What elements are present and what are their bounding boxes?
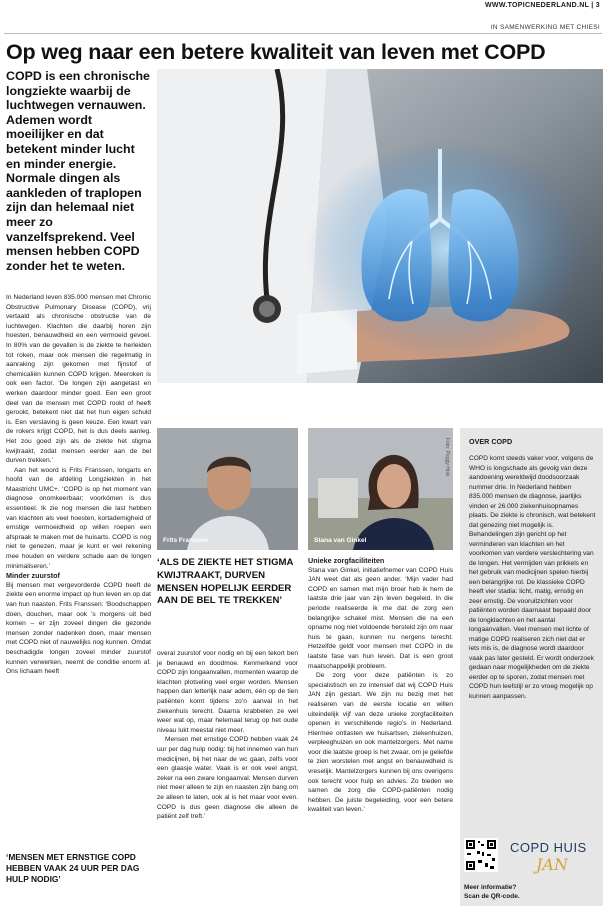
portrait-man bbox=[157, 428, 298, 550]
paragraph-stana: Stana van Ginkel, initiatiefnemer van COPD Huis JAN weet dat als geen ander. ‘Mijn vader had COPD en samen met mijn broer heb ik hem de laatste drie jaar van zijn leven begeleid. In die periode realiseerde ik me dat de zorg een belangrijke schakel mist. Mensen die na een opname nog niet voldoende hersteld zijn om naar huis te gaan, kunnen nu nergens terecht. Hetzelfde geldt voor mensen met COPD in de laatste fase van hun leven. Dat is een groot maatschappelijk probleem. bbox=[308, 566, 453, 670]
subheading-minder-zuurstof: Minder zuurstof bbox=[6, 571, 60, 581]
hero-image-lungs bbox=[157, 69, 603, 383]
pull-quote-stigma: ‘ALS DE ZIEKTE HET STIGMA KWIJTRAAKT, DURVEN MENSEN HOPELIJK EERDER AAN DE BEL TE TREKKEN’ bbox=[157, 557, 294, 607]
site-url: WWW.TOPICNEDERLAND.NL | 3 bbox=[485, 2, 600, 9]
article-headline: Op weg naar een betere kwaliteit van leven met COPD bbox=[6, 40, 546, 64]
qr-code[interactable] bbox=[464, 838, 498, 872]
photo-caption-stana: Stana van Ginkel bbox=[314, 537, 367, 544]
column-2-text bbox=[157, 649, 298, 822]
photo-caption-frits: Frits Franssen bbox=[163, 537, 208, 544]
paragraph-frits: Aan het woord is Frits Franssen, longarts en hoofd van de afdeling Longziekten in het Maastricht UMC+. ‘COPD is op het moment van diagnose onomkeerbaar; voorkómen is dus essentieel. Ik zie nog mensen die last hebben van klachten als veel hoesten, kortademigheid of ernstige vermoeidheid op willen roepen een afspraak te maken met de huisarts. COPD is nog niet te genezen, maar je kunt er wel rekening mee houden en verdere schade aan de longen minimaliseren.’ bbox=[6, 466, 151, 570]
paragraph-zuurstof: overal zuurstof voor nodig en bij een tekort ben je benauwd en doodmoe. Kenmerkend voor COPD zijn longaanvallen, momenten waarop de klachten plotseling veel erger worden. Mensen happen dan letterlijk naar adem, één op de tien patiënten komt tijdens zo’n aanval in het ziekenhuis terecht. Daarna krabbelen ze wel weer wat op, maar helemaal terug op het oude niveau lukt meestal niet meer. bbox=[157, 650, 298, 734]
qr-label-line1: Meer informatie? bbox=[464, 884, 517, 891]
copd-huis-jan-logo bbox=[510, 840, 600, 874]
paragraph-hulp: Mensen met ernstige COPD hebben vaak 24 uur per dag hulp nodig: bij het innemen van hun medicijnen, bij het naar de wc gaan, zelfs voor een glaasje water. Vaak is er ook veel angst, zeker na een zware longaanval. Mensen durven niet meer alleen te zijn en naasten zijn bang om ze alleen te laten, ook al is het maar voor even. COPD is dus geen diagnose die alleen de patiënt zelf treft.’ bbox=[157, 736, 298, 821]
qr-label-line2: Scan de QR-code. bbox=[464, 892, 520, 900]
article-lead: COPD is een chronische longziekte waarbij de luchtwegen vernauwen. Ademen wordt moeilijker en dat betekent minder lucht en minder energie. Normale dingen als aankleden of traplopen zijn dan helemaal niet meer zo vanzelfsprekend. Veel mensen hebben COPD zonder het te weten. bbox=[6, 69, 150, 273]
sidebar-title: OVER COPD bbox=[469, 437, 513, 446]
subheading-zorgfaciliteiten: Unieke zorgfaciliteiten bbox=[308, 556, 385, 565]
column-3-text bbox=[308, 556, 453, 815]
qr-label bbox=[464, 884, 520, 901]
photo-stana-van-ginkel bbox=[308, 428, 453, 550]
paragraph-copd-huis: De zorg voor deze patiënten is zo specialistisch en zo intensief dat wij COPD Huis JAN zijn gestart. We zijn nu bezig met het realiseren van de eerste locatie en willen uiteindelijk vijf van deze unieke zorgfaciliteiten openen in verschillende regio’s in Nederland. Hiermee ontlasten we huisartsen, ziekenhuizen, verpleeghuizen en ook mantelzorgers. Met name voor die laatste groep is het zwaar, om je geliefde te zien worstelen met angst en benauwdheid is vreselijk. Mantelzorgers kunnen bij ons overigens ook terecht voor hulp en advies. Zo bieden we samen de zorg die COPD-patiënten nodig hebben. De juiste begeleiding, voor een betere kwaliteit van leven.’ bbox=[308, 672, 453, 814]
pull-quote-hulp: ‘MENSEN MET ERNSTIGE COPD HEBBEN VAAK 24 UUR PER DAG HULP NODIG’ bbox=[6, 852, 140, 885]
portrait-woman bbox=[308, 428, 453, 550]
paragraph-intro: In Nederland leven 835.000 mensen met Chronic Obstructive Pulmonary Disease (COPD), vrij vertaald als chronische obstructie van de luchtwegen. Klachten die daarbij horen zijn hoesten, benauwdheid en een vermoeid gevoel. In 80% van de gevallen is de ziekte te herleiden tot roken, maar ook mensen die regelmatig in aanraking zijn gekomen met fijnstof of chemicaliën kunnen COPD krijgen. Meeroken is ook een factor. ‘De longen zijn aangetast en werken daardoor minder goed. Een een groot deel van de mensen met COPD rookt of heeft gerookt, betekent niet dat het hun eigen schuld is. Een verslaving is geen keuze. Een kwart van de rokers krijgt COPD, het is dus deels aanleg. Het zou goed zijn als de ziekte het stigma kwijtraakt, zodat mensen eerder aan de bel durven trekken.’ bbox=[6, 294, 151, 465]
column-1-text bbox=[6, 293, 151, 677]
header-divider bbox=[4, 33, 602, 34]
qr-code-icon bbox=[464, 838, 498, 872]
sidebar-text: COPD komt steeds vaker voor, volgens de WHO is longschade als gevolg van deze aandoening wereldwijd doodsoorzaak nummer drie. In Nederland hebben 835.000 mensen de diagnose, jaarlijks vinden er 26.000 ziekenhuisopnames plaats. De ziekte is chronisch, wat betekent dat genezing niet mogelijk is. Behandelingen zijn gericht op het verminderen van klachten en het voorkomen van verdere verslechtering van de longen. Het vermijden van prikkels en het gebruik van medicijnen spelen hierbij een belangrijke rol. De klassieke COPD heeft vier stadia: licht, matig, ernstig en zeer ernstig. De vooruitzichten voor patiënten worden daarnaast bepaald door de longklachten en het aantal longaanvallen. Veel mensen met lichte of matige COPD realiseren zich niet dat er iets mis is, de diagnose wordt daardoor vaak pas later gesteld. Er wordt onderzoek gedaan naar mogelijkheden om de ziekte eerder op te sporen, zodat mensen met COPD hun leefstijl er zo vroeg mogelijk op kunnen aanpassen. bbox=[469, 455, 596, 700]
photo-frits-franssen bbox=[157, 428, 298, 550]
paragraph-impact: Bij mensen met vergevorderde COPD heeft de ziekte een enorme impact op hun leven en op dat van hun naasten. Frits Franssen: ‘Boodschappen doen, douchen, maar ook ’s morgens uit bed komen – er zijn zoveel dingen die gezonde mensen zonder nadenken doen, maar mensen met COPD niet of nauwelijks nog kunnen. Omdat beschadigde longen zoveel minder zuurstof kunnen verwerken, neemt de conditie enorm af. Ons lichaam heeft bbox=[6, 581, 151, 676]
logo-line-2: JAN bbox=[536, 855, 568, 874]
partner-label: IN SAMENWERKING MET CHIESI bbox=[490, 24, 600, 31]
lungs-illustration bbox=[157, 69, 603, 383]
photo-credit: Foto: Peggy Hols bbox=[444, 438, 450, 477]
logo-line-1: COPD HUIS bbox=[510, 840, 587, 855]
sidebar-over-copd bbox=[460, 428, 603, 906]
